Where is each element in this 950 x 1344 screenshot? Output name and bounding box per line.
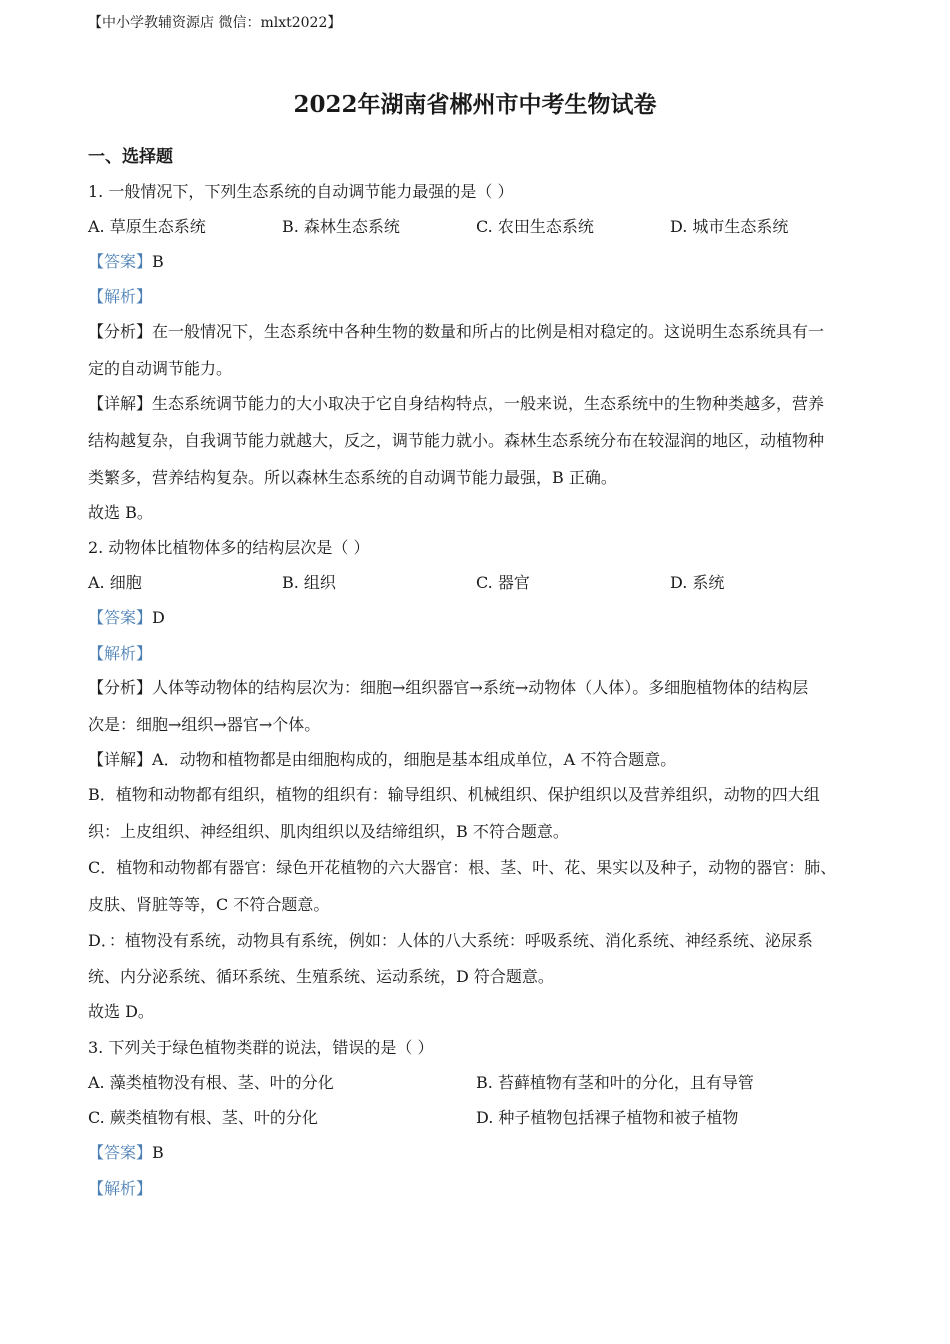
q1-option-d: D. 城市生态系统 [670,217,789,236]
q1-analysis-label: 【解析】 [88,287,153,306]
q1-option-a: A. 草原生态系统 [88,217,206,236]
q2-fenxi-line-1 [88,677,868,699]
xiangjie-label: 【详解】 [88,394,153,413]
q3-analysis-label: 【解析】 [88,1179,153,1198]
q2-detail-c-2: 皮肤、肾脏等等，C 不符合题意。 [88,895,330,914]
question-1-stem: 1. 一般情况下，下列生态系统的自动调节能力最强的是（ ） [88,182,514,201]
answer-label: 【答案】 [88,1143,153,1162]
q1-answer-line [88,251,868,273]
q1-fenxi-line-1 [88,321,868,343]
question-2-stem: 2. 动物体比植物体多的结构层次是（ ） [88,538,370,557]
question-3-stem: 3. 下列关于绿色植物类群的说法，错误的是（ ） [88,1038,434,1057]
q2-option-c: C. 器官 [476,573,530,592]
q2-option-a: A. 细胞 [88,573,142,592]
q2-analysis-label: 【解析】 [88,644,153,663]
q3-option-c: C. 蕨类植物有根、茎、叶的分化 [88,1108,318,1127]
answer-label: 【答案】 [88,608,153,627]
q1-answer-value: B [152,252,164,271]
q3-option-d: D. 种子植物包括裸子植物和被子植物 [476,1108,739,1127]
q1-fenxi-text-1: 在一般情况下，生态系统中各种生物的数量和所占的比例是相对稳定的。这说明生态系统具有一 [152,322,825,341]
q1-detail-text-1: 生态系统调节能力的大小取决于它自身结构特点，一般来说，生态系统中的生物种类越多，营养 [152,394,825,413]
q2-choose: 故选 D。 [88,1002,154,1021]
q2-answer-value: D [152,608,165,627]
q2-answer-line [88,607,868,629]
q2-detail-c-1: C．植物和动物都有器官：绿色开花植物的六大器官：根、茎、叶、花、果实以及种子，动物的器官：肺、 [88,858,837,877]
q1-option-c: C. 农田生态系统 [476,217,594,236]
page-title: 2022年湖南省郴州市中考生物试卷 [293,91,657,118]
fenxi-label: 【分析】 [88,322,153,341]
xiangjie-label: 【详解】 [88,750,153,769]
q1-detail-line-1 [88,393,868,415]
q3-answer-line [88,1142,868,1164]
q2-option-d: D. 系统 [670,573,725,592]
q2-detail-b-2: 织：上皮组织、神经组织、肌肉组织以及结缔组织，B 不符合题意。 [88,822,569,841]
q2-detail-d-2: 统、内分泌系统、循环系统、生殖系统、运动系统，D 符合题意。 [88,967,554,986]
q2-option-b: B. 组织 [282,573,336,592]
q2-fenxi-text-1: 人体等动物体的结构层次为：细胞→组织器官→系统→动物体（人体）。多细胞植物体的结构层 [152,678,809,697]
q3-option-b: B. 苔藓植物有茎和叶的分化，且有导管 [476,1073,754,1092]
q1-option-b: B. 森林生态系统 [282,217,400,236]
q3-option-a: A. 藻类植物没有根、茎、叶的分化 [88,1073,334,1092]
q1-detail-line-3: 类繁多，营养结构复杂。所以森林生态系统的自动调节能力最强，B 正确。 [88,468,617,487]
q1-choose: 故选 B。 [88,503,153,522]
q2-detail-b-1: B．植物和动物都有组织，植物的组织有：输导组织、机械组织、保护组织以及营养组织，动物的四大组 [88,785,820,804]
q2-fenxi-line-2: 次是：细胞→组织→器官→个体。 [88,715,321,734]
q2-detail-line-a [88,749,868,771]
answer-label: 【答案】 [88,252,153,271]
fenxi-label: 【分析】 [88,678,153,697]
q1-detail-line-2: 结构越复杂，自我调节能力就越大，反之，调节能力就小。森林生态系统分布在较湿润的地区，动植物种 [88,431,825,450]
q3-answer-value: B [152,1143,164,1162]
q2-detail-text-a: A．动物和植物都是由细胞构成的，细胞是基本组成单位，A 不符合题意。 [152,750,677,769]
section-heading: 一、选择题 [88,147,173,167]
q1-fenxi-line-2: 定的自动调节能力。 [88,359,233,378]
q2-detail-d-1: D．：植物没有系统，动物具有系统，例如：人体的八大系统：呼吸系统、消化系统、神经系统、泌尿系 [88,931,813,950]
header-note: 【中小学教辅资源店 微信：mlxt2022】 [88,15,342,31]
